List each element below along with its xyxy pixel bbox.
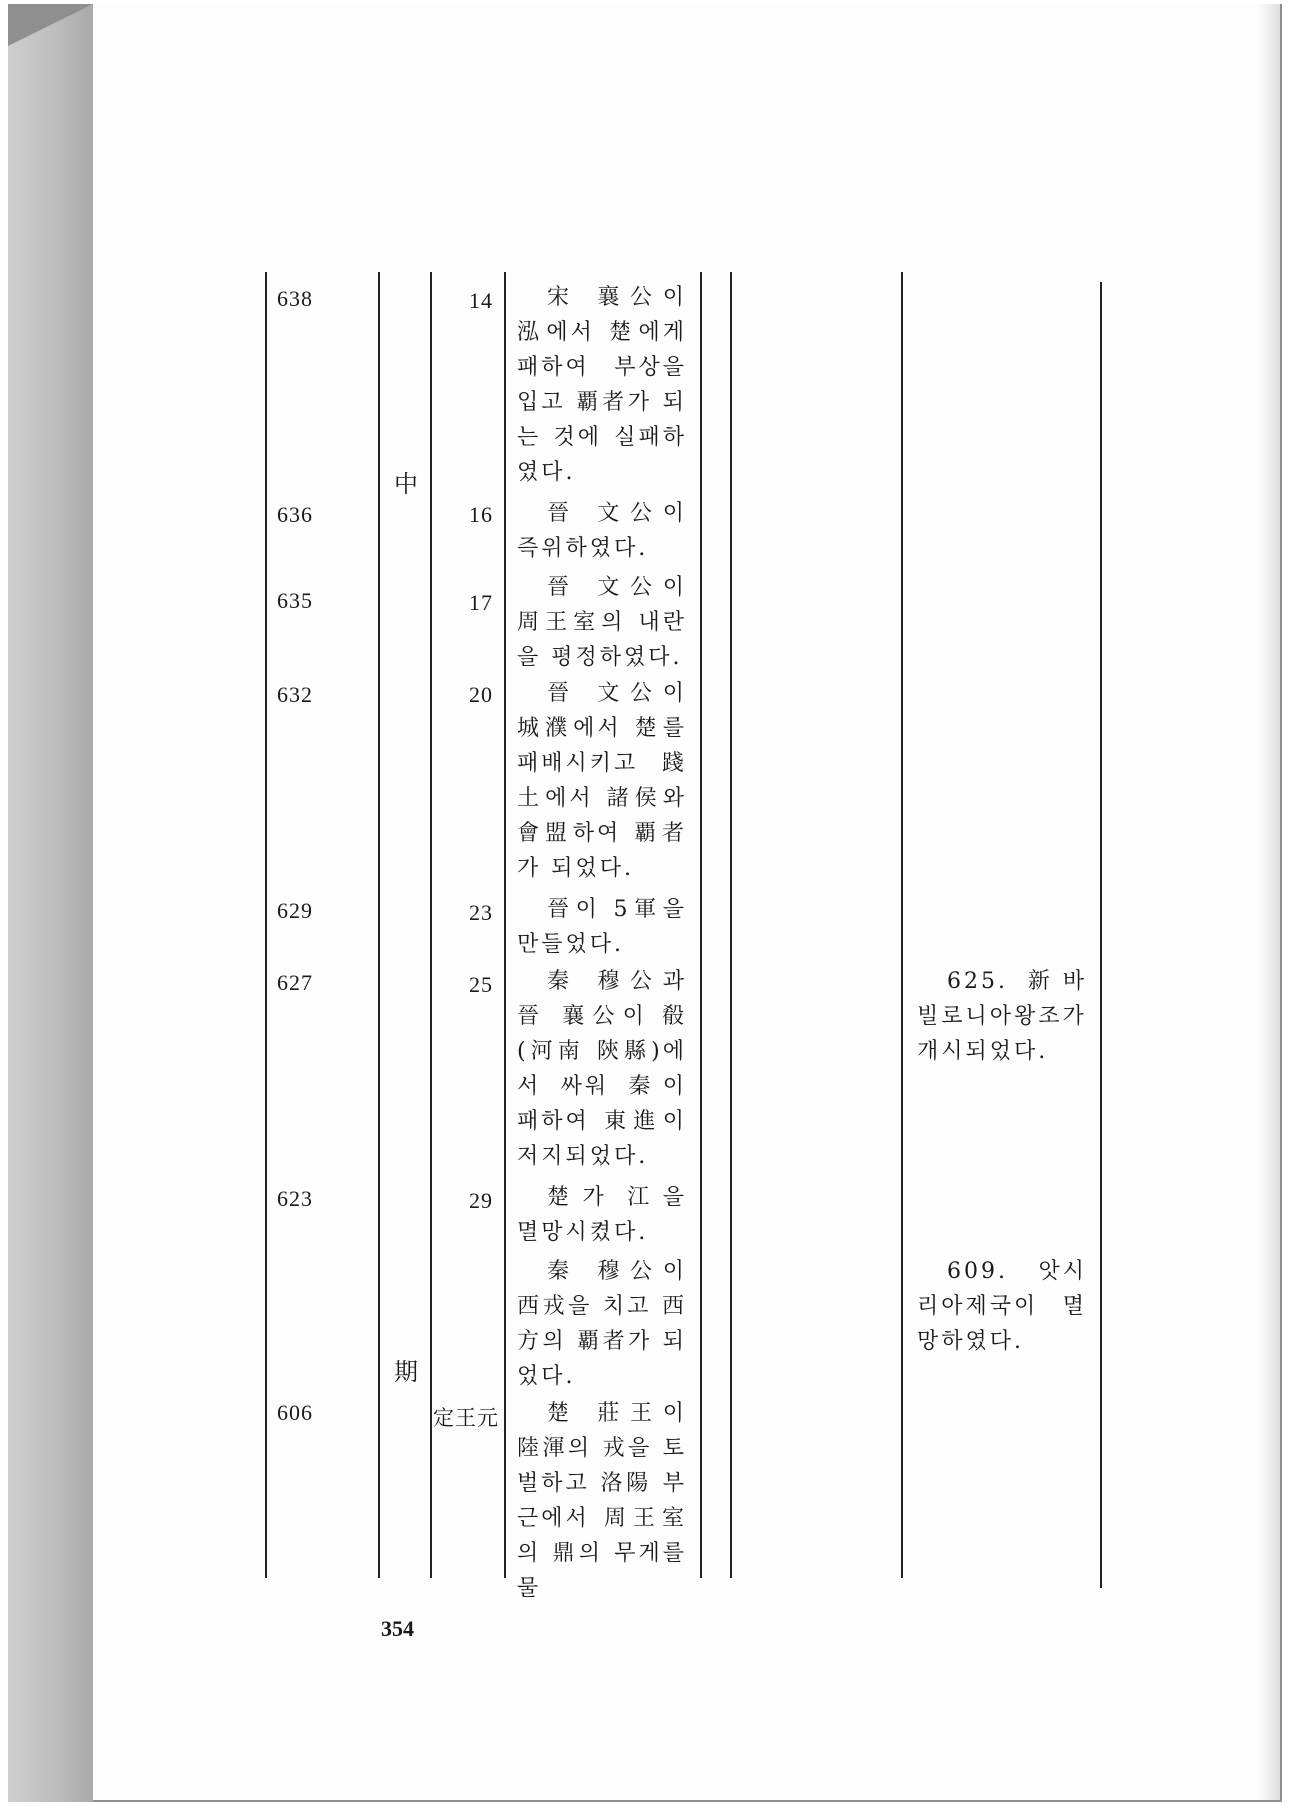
reign-year-cell: 29 <box>469 1188 493 1213</box>
reign-year-cell: 16 <box>469 502 493 527</box>
event-text: 宋 襄公이 泓에서 楚에게 패하여 부상을 입고 覇者가 되는 것에 실패하였다. <box>517 285 687 485</box>
event-text: 晉 文公이 城濮에서 楚를 패배시키고 踐土에서 諸侯와 會盟하여 覇者가 되었다. <box>517 681 687 881</box>
event-text: 秦 穆公과 晉 襄公이 殽(河南 陝縣)에서 싸워 秦이 패하여 東進이 저지되었다. <box>517 969 687 1169</box>
reign-year-cell: 17 <box>469 590 493 615</box>
column-rule <box>1100 282 1102 1588</box>
document-page <box>93 4 1280 1800</box>
event-text: 晉 文公이 周王室의 내란을 평정하였다. <box>517 575 687 670</box>
event-text: 秦 穆公이 西戎을 치고 西方의 覇者가 되었다. <box>517 1259 687 1389</box>
world-event-text: 625. 新바빌로니아왕조가 개시되었다. <box>917 969 1087 1064</box>
column-rule <box>378 272 380 1578</box>
reign-year-cell: 20 <box>469 682 493 707</box>
column-rule <box>430 272 432 1578</box>
book-spine <box>8 4 93 1802</box>
column-rule <box>730 272 732 1578</box>
year-cell: 638 <box>277 286 313 311</box>
page-number: 354 <box>381 1616 414 1641</box>
event-text: 楚 莊王이 陸渾의 戎을 토벌하고 洛陽 부근에서 周王室의 鼎의 무게를 물 <box>517 1401 687 1601</box>
reign-year-cell: 25 <box>469 972 493 997</box>
reign-year-cell: 23 <box>469 900 493 925</box>
column-rule <box>901 272 903 1578</box>
year-cell: 632 <box>277 682 313 707</box>
event-text: 晉 文公이 즉위하였다. <box>517 501 687 561</box>
year-cell: 629 <box>277 898 313 923</box>
year-cell: 636 <box>277 502 313 527</box>
reign-year-cell: 14 <box>469 288 493 313</box>
column-rule <box>265 272 267 1578</box>
year-cell: 635 <box>277 588 313 613</box>
year-cell: 623 <box>277 1186 313 1211</box>
reign-year-cell: 定王元 <box>433 1406 499 1430</box>
event-text: 楚가 江을 멸망시켰다. <box>517 1185 687 1245</box>
column-rule <box>504 272 506 1578</box>
year-cell: 606 <box>277 1400 313 1425</box>
period-label-upper: 中 <box>394 472 419 498</box>
period-label-lower: 期 <box>394 1360 419 1386</box>
world-event-text: 609. 앗시리아제국이 멸망하였다. <box>917 1259 1087 1354</box>
column-rule <box>700 272 702 1578</box>
event-text: 晉이 5軍을 만들었다. <box>517 897 687 957</box>
page-edge-shadow <box>1258 4 1280 1800</box>
year-cell: 627 <box>277 970 313 995</box>
